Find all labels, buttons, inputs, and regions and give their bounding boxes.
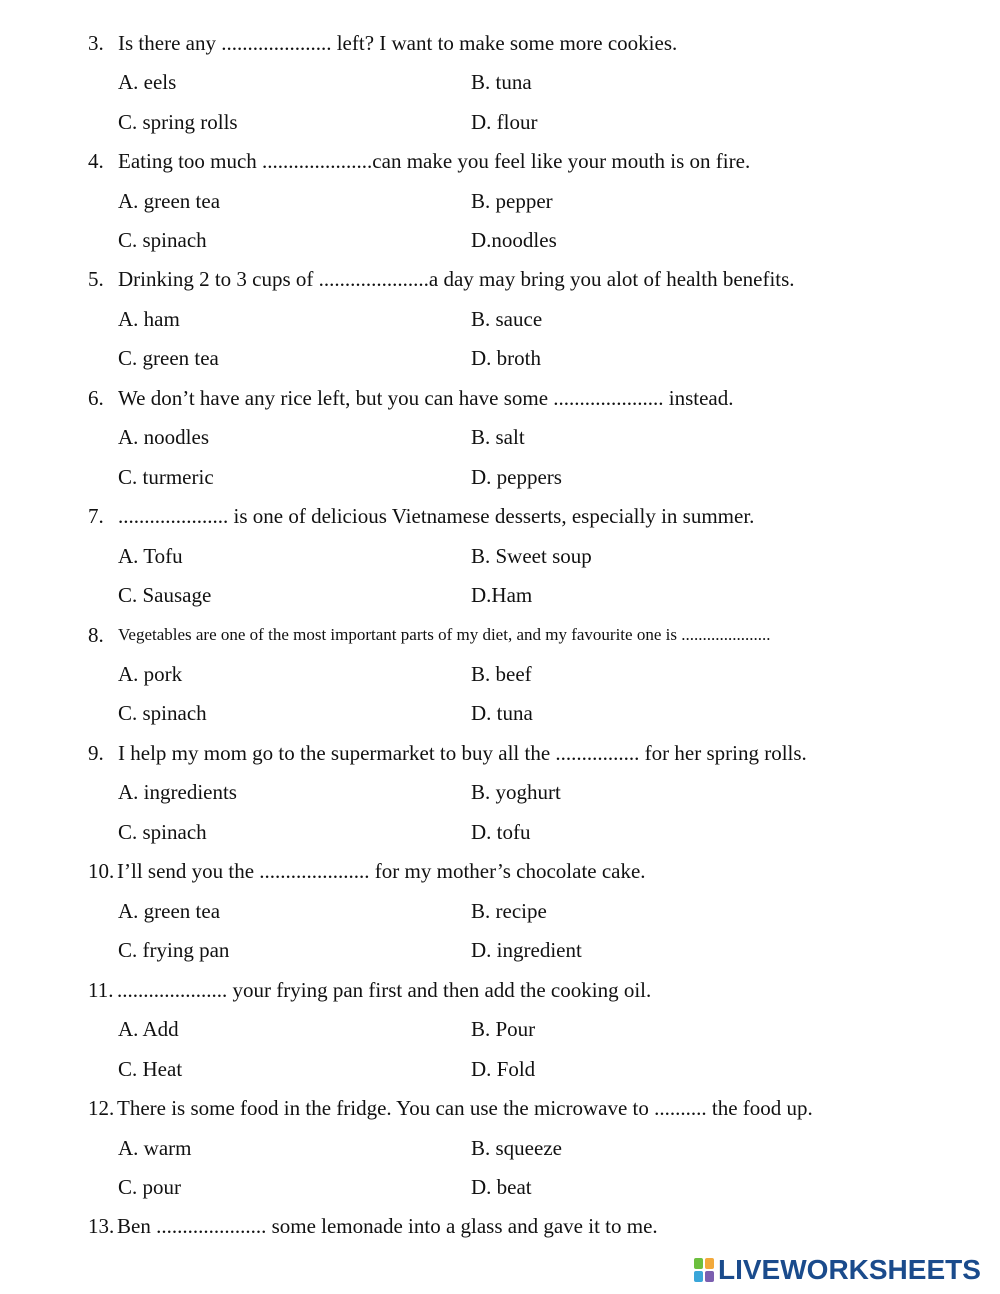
option-a[interactable]: A. ham [118,307,180,331]
option-d[interactable]: D. tuna [471,701,533,725]
question-5 [0,265,1000,293]
options-row [0,699,1000,727]
question-9 [0,739,1000,767]
options-row [0,463,1000,491]
options-row [0,1173,1000,1201]
options-row [0,187,1000,215]
options-row [0,68,1000,96]
question-10 [0,857,1000,885]
option-c[interactable]: C. Heat [118,1057,183,1081]
option-b[interactable]: B. salt [471,425,525,449]
option-c[interactable]: C. spinach [118,701,207,725]
option-b[interactable]: B. Sweet soup [471,544,592,568]
option-d[interactable]: D.noodles [471,228,557,252]
question-text: ..................... is one of delicious Vietnamese desserts, especially in summer. [118,504,755,528]
option-a[interactable]: A. green tea [118,189,221,213]
question-12 [0,1094,1000,1122]
option-d[interactable]: D. ingredient [471,938,582,962]
question-number: 8. [88,623,104,647]
options-row [0,818,1000,846]
question-text: Is there any ..................... left? I want to make some more cookies. [118,31,678,55]
question-3 [0,29,1000,57]
question-number: 13. [88,1214,115,1238]
options-row [0,660,1000,688]
options-row [0,305,1000,333]
question-number: 10. [88,859,115,883]
options-row [0,1134,1000,1162]
liveworksheets-icon [694,1258,714,1282]
options-row [0,542,1000,570]
option-d[interactable]: D. peppers [471,465,562,489]
option-a[interactable]: A. ingredients [118,780,237,804]
question-13 [0,1212,1000,1240]
option-b[interactable]: B. recipe [471,899,547,923]
question-number: 12. [88,1096,115,1120]
options-row [0,778,1000,806]
option-d[interactable]: D.Ham [471,583,533,607]
option-c[interactable]: C. frying pan [118,938,230,962]
question-number: 3. [88,31,104,55]
question-text: Drinking 2 to 3 cups of .....................a day may bring you alot of health benefits. [118,267,795,291]
option-a[interactable]: A. warm [118,1136,192,1160]
brand-name: LIVEWORKSHEETS [718,1254,981,1285]
option-d[interactable]: D. beat [471,1175,532,1199]
question-text: We don’t have any rice left, but you can have some ..................... instead. [118,386,734,410]
question-number: 9. [88,741,104,765]
option-a[interactable]: A. green tea [118,899,221,923]
options-row [0,1055,1000,1083]
option-c[interactable]: C. spinach [118,820,207,844]
liveworksheets-logo [694,1255,981,1285]
option-a[interactable]: A. Tofu [118,544,183,568]
question-text: I help my mom go to the supermarket to buy all the ................ for her spring rolls. [118,741,807,765]
question-text: I’ll send you the ..................... for my mother’s chocolate cake. [117,859,646,883]
option-a[interactable]: A. pork [118,662,183,686]
question-number: 6. [88,386,104,410]
options-row [0,897,1000,925]
question-number: 4. [88,149,104,173]
option-d[interactable]: D. tofu [471,820,531,844]
question-4 [0,147,1000,175]
option-c[interactable]: C. Sausage [118,583,212,607]
option-d[interactable]: D. flour [471,110,538,134]
option-c[interactable]: C. spring rolls [118,110,238,134]
question-number: 7. [88,504,104,528]
option-a[interactable]: A. Add [118,1017,179,1041]
question-11 [0,976,1000,1004]
question-text: ..................... your frying pan first and then add the cooking oil. [117,978,652,1002]
question-number: 5. [88,267,104,291]
option-d[interactable]: D. broth [471,346,541,370]
option-b[interactable]: B. Pour [471,1017,536,1041]
options-row [0,423,1000,451]
options-row [0,1015,1000,1043]
question-8 [0,621,1000,649]
options-row [0,344,1000,372]
options-row [0,108,1000,136]
options-row [0,581,1000,609]
option-c[interactable]: C. green tea [118,346,219,370]
options-row [0,936,1000,964]
option-c[interactable]: C. pour [118,1175,181,1199]
option-b[interactable]: B. yoghurt [471,780,561,804]
question-7 [0,502,1000,530]
question-text: There is some food in the fridge. You can use the microwave to .......... the food up. [117,1096,813,1120]
question-text: Vegetables are one of the most important parts of my diet, and my favourite one is ..................... [118,625,771,644]
question-text: Ben ..................... some lemonade into a glass and gave it to me. [117,1214,658,1238]
option-a[interactable]: A. noodles [118,425,209,449]
question-number: 11. [88,978,114,1002]
option-d[interactable]: D. Fold [471,1057,536,1081]
option-c[interactable]: C. turmeric [118,465,214,489]
option-b[interactable]: B. squeeze [471,1136,562,1160]
option-c[interactable]: C. spinach [118,228,207,252]
options-row [0,226,1000,254]
option-b[interactable]: B. beef [471,662,532,686]
option-b[interactable]: B. tuna [471,70,532,94]
question-6 [0,384,1000,412]
question-text: Eating too much .....................can make you feel like your mouth is on fire. [118,149,751,173]
option-b[interactable]: B. sauce [471,307,543,331]
option-b[interactable]: B. pepper [471,189,553,213]
option-a[interactable]: A. eels [118,70,177,94]
